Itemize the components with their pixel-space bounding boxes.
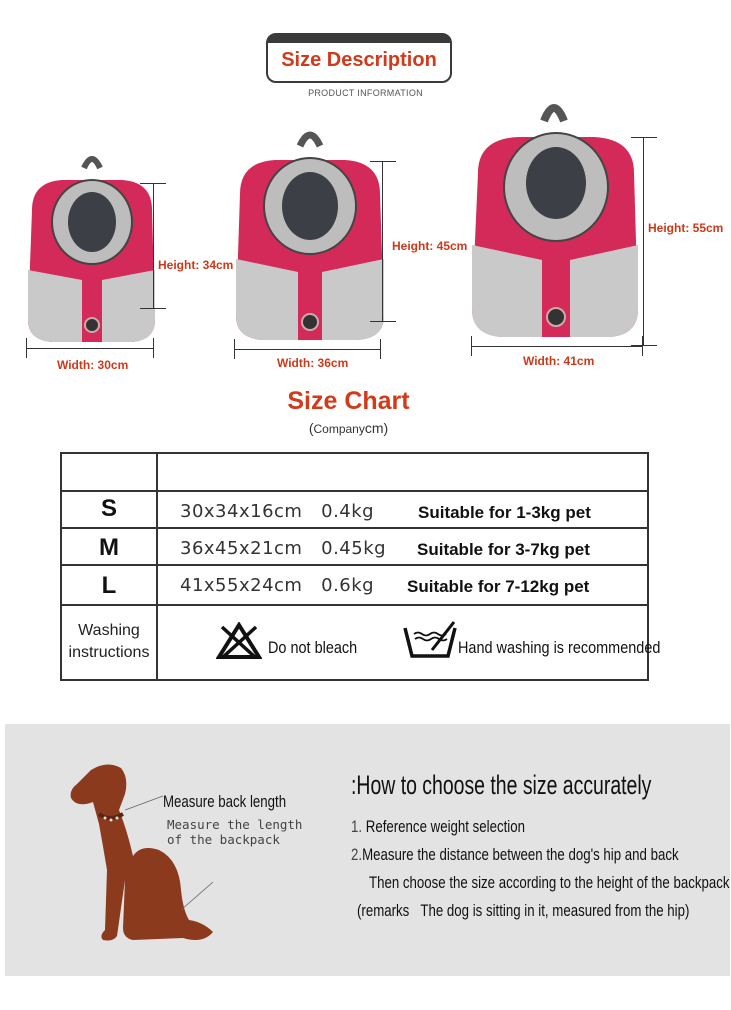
no-bleach-icon bbox=[216, 622, 262, 660]
backpack-small-image bbox=[22, 150, 162, 350]
height-line-large bbox=[643, 137, 644, 345]
size-chart-unit: (Companycm) bbox=[308, 420, 389, 436]
table-row-suitable: Suitable for 3-7kg pet bbox=[417, 540, 590, 559]
hand-wash-icon bbox=[402, 620, 458, 660]
height-line-medium bbox=[382, 161, 383, 321]
height-label-medium: Height: 45cm bbox=[392, 239, 468, 253]
table-row-size: L bbox=[101, 572, 117, 599]
table-row-dims: 41x55x24cm 0.6kg bbox=[180, 575, 375, 596]
section-title: Size Description bbox=[281, 48, 437, 71]
size-description-badge bbox=[266, 33, 452, 83]
no-bleach-label: Do not bleach bbox=[268, 638, 358, 657]
width-label-medium: Width: 36cm bbox=[277, 356, 349, 370]
how-to-remarks: (remarks The dog is sitting in it, measured from the hip) bbox=[357, 901, 690, 920]
how-to-step-1: 1. Reference weight selection bbox=[351, 817, 525, 836]
hand-wash-label: Hand washing is recommended bbox=[458, 638, 661, 657]
how-to-title: :How to choose the size accurately bbox=[351, 770, 652, 800]
backpack-large-image bbox=[466, 95, 646, 345]
table-row-suitable: Suitable for 7-12kg pet bbox=[407, 577, 590, 596]
table-row-dims: 30x34x16cm 0.4kg bbox=[180, 501, 375, 522]
measure-back-label: Measure back length bbox=[163, 792, 287, 811]
size-chart-title: Size Chart bbox=[287, 387, 410, 415]
width-label-small: Width: 30cm bbox=[57, 358, 129, 372]
washing-instructions-label: Washing instructions bbox=[68, 622, 150, 661]
width-label-large: Width: 41cm bbox=[523, 354, 595, 368]
height-label-small: Height: 34cm bbox=[158, 258, 234, 272]
section-subtitle: PRODUCT INFORMATION bbox=[308, 88, 423, 98]
width-line-medium bbox=[234, 349, 380, 350]
badge-top-bar bbox=[268, 35, 450, 43]
table-row-size: M bbox=[99, 534, 119, 561]
size-table bbox=[60, 452, 661, 681]
height-line-small bbox=[153, 183, 154, 308]
dog-silhouette-icon bbox=[63, 760, 213, 950]
width-line-large bbox=[471, 346, 642, 347]
measure-back-sublabel: Measure the length of the backpack bbox=[167, 817, 303, 847]
width-line-small bbox=[26, 348, 154, 349]
backpack-medium-image bbox=[230, 124, 390, 348]
how-to-step-2-continued: Then choose the size according to the height of the backpack bbox=[369, 873, 730, 892]
height-label-large: Height: 55cm bbox=[648, 221, 724, 235]
how-to-step-2: 2.Measure the distance between the dog's hip and back bbox=[351, 845, 679, 864]
how-to-panel bbox=[5, 724, 730, 976]
table-row-dims: 36x45x21cm 0.45kg bbox=[180, 538, 387, 559]
table-row-suitable: Suitable for 1-3kg pet bbox=[418, 503, 591, 522]
table-row-size: S bbox=[100, 495, 117, 522]
